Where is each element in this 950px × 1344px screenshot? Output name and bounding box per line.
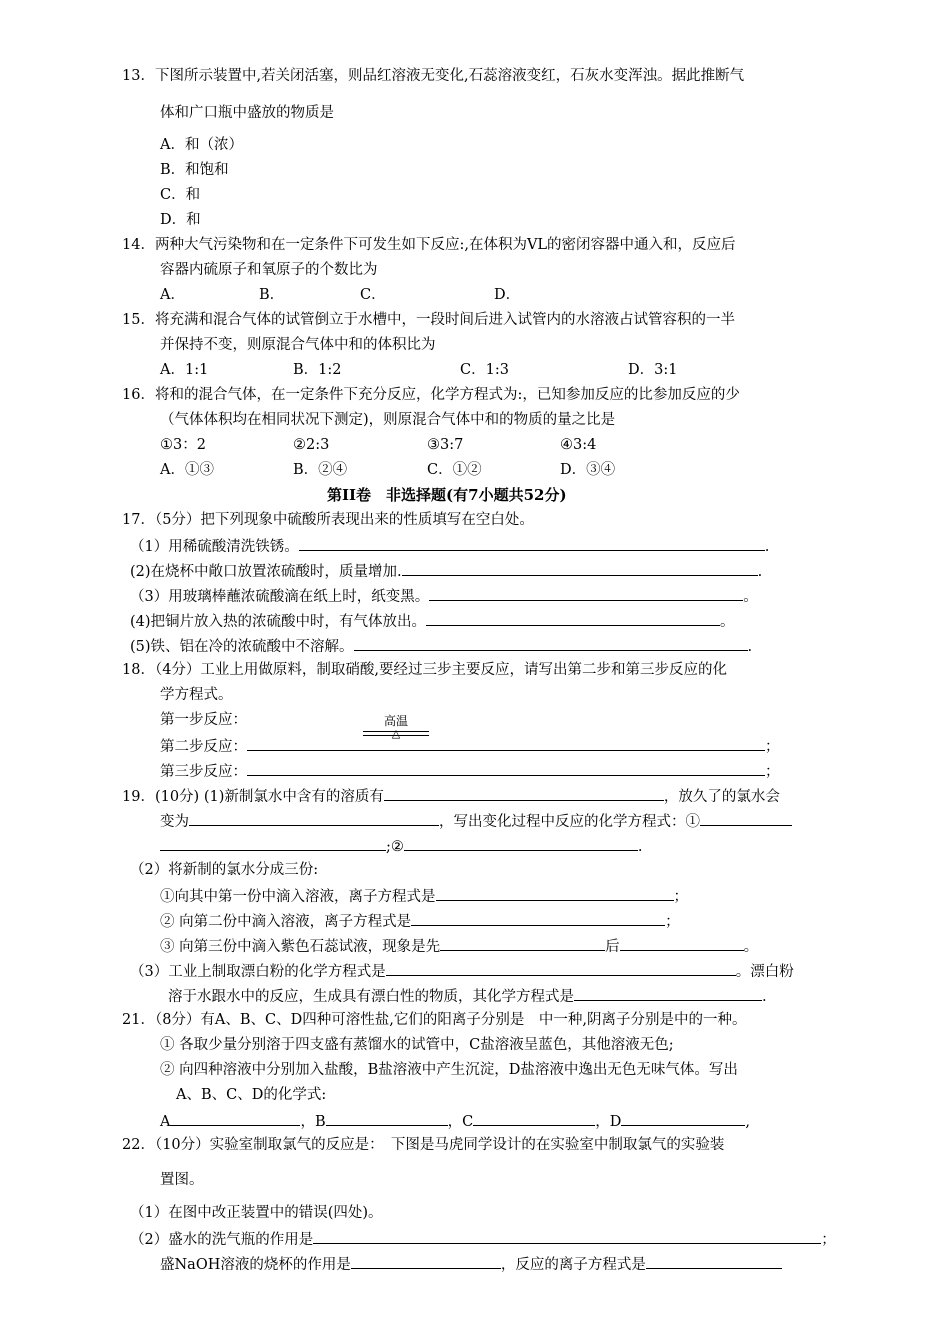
q22-part2-text: （2）盛水的洗气瓶的作用是 — [130, 1232, 314, 1248]
q16-ratio-2: ②2:3 — [293, 437, 330, 453]
q19-line1-tail: ，放久了的氯水会 — [663, 789, 780, 805]
q13-stem-line1: 13．下图所示装置中,若关闭活塞，则品红溶液无变化,石蕊溶液变红，石灰水变浑浊。据此推断气 — [122, 68, 745, 84]
q19-item2-blank[interactable] — [411, 910, 665, 926]
q13-stem-line2: 体和广口瓶中盛放的物质是 — [160, 105, 334, 121]
q17-part5-blank[interactable] — [354, 635, 748, 651]
q17-part4-blank[interactable] — [426, 610, 720, 626]
q18-step2 — [160, 735, 780, 757]
q22-stem-line2: 置图。 — [160, 1172, 204, 1188]
q22-washer-blank[interactable] — [313, 1228, 821, 1244]
q15-option-c: C．1:3 — [460, 362, 509, 378]
q18-step2-end: ； — [765, 739, 780, 755]
q22-stem-line1: 22．（10分）实验室制取氯气的反应是： 下图是马虎同学设计的在实验室中制取氯气的实验装 — [122, 1137, 725, 1153]
q21-blank-c[interactable] — [473, 1110, 595, 1126]
q19-line1-text: 19．(10分) (1)新制氯水中含有的溶质有 — [122, 789, 384, 805]
q15-option-d: D．3:1 — [628, 362, 678, 378]
q18-step3-blank[interactable] — [247, 760, 765, 776]
q19-eq2-blank[interactable] — [404, 835, 638, 851]
q19-item3-mid: 后 — [605, 939, 620, 955]
q19-line2-text: 变为 — [160, 814, 189, 830]
q17-part4-text: (4)把铜片放入热的浓硫酸中时，有气体放出。 — [130, 614, 427, 630]
q22-part2-line2 — [160, 1253, 782, 1275]
condition-high-temp-label: 高温 — [383, 714, 408, 728]
q21-blank-a[interactable] — [170, 1110, 300, 1126]
q17-part1-end: . — [764, 539, 770, 555]
q17-part1 — [130, 535, 769, 557]
q19-item2-end: ； — [665, 914, 680, 930]
q19-bleach-reaction-blank[interactable] — [574, 985, 762, 1001]
q17-part4-end: 。 — [720, 614, 735, 630]
q17-part5 — [130, 635, 752, 657]
q18-stem-line2: 学方程式。 — [160, 687, 233, 703]
q19-item3-blank2[interactable] — [620, 935, 744, 951]
q21-label-c: ，C — [447, 1114, 474, 1130]
q17-part3-text: （3）用玻璃棒蘸浓硫酸滴在纸上时，纸变黑。 — [130, 589, 430, 605]
q16-ratio-1: ①3：2 — [160, 437, 206, 453]
q17-part4 — [130, 610, 735, 632]
q21-label-b: ，B — [300, 1114, 326, 1130]
q19-part3-line2 — [168, 985, 767, 1007]
q19-part3 — [130, 960, 794, 982]
q21-step1: ① 各取少量分别溶于四支盛有蒸馏水的试管中，C盐溶液呈蓝色，其他溶液无色; — [160, 1037, 674, 1053]
q15-stem-line2: 并保持不变，则原混合气体中和的体积比为 — [160, 337, 436, 353]
q17-part1-blank[interactable] — [299, 535, 765, 551]
q19-item1 — [160, 885, 688, 907]
q22-beaker-blank[interactable] — [351, 1253, 501, 1269]
q22-part2-end: ； — [821, 1232, 836, 1248]
q16-stem-line1: 16．将和的混合气体，在一定条件下充分反应，化学方程式为:，已知参加反应的比参加反应的少 — [122, 387, 740, 403]
q19-item2-text: ② 向第二份中滴入溶液，离子方程式是 — [160, 914, 412, 930]
q17-part5-end: . — [747, 639, 753, 655]
q19-part3-tail: 。漂白粉 — [735, 964, 794, 980]
q21-blank-b[interactable] — [326, 1110, 448, 1126]
q22-part2 — [130, 1228, 836, 1250]
q18-step2-blank[interactable] — [247, 735, 765, 751]
q19-part2: （2）将新制的氯水分成三份: — [130, 862, 319, 878]
q18-step3-label: 第三步反应： — [160, 764, 247, 780]
heat-triangle-icon: △ — [391, 727, 401, 740]
q15-stem-line1: 15．将充满和混合气体的试管倒立于水槽中，一段时间后进入试管内的水溶液占试管容积的一半 — [122, 312, 735, 328]
q17-part2 — [130, 560, 762, 582]
q21-blank-d[interactable] — [621, 1110, 745, 1126]
q14-option-c: C． — [360, 287, 386, 303]
q17-stem: 17．（5分）把下列现象中硫酸所表现出来的性质填写在空白处。 — [122, 512, 534, 528]
q13-option-b: B．和饱和 — [160, 162, 229, 178]
q17-part3-blank[interactable] — [429, 585, 743, 601]
q19-line3-text: ;② — [386, 839, 404, 855]
q18-step1-label: 第一步反应： — [160, 712, 247, 728]
q19-item3-end: 。 — [743, 939, 759, 955]
q19-item1-end: ； — [673, 889, 688, 905]
q21-step2-line2: A、B、C、D的化学式: — [176, 1087, 327, 1103]
q17-part1-text: （1）用稀硫酸清洗铁锈。 — [130, 539, 299, 555]
q19-item2 — [160, 910, 680, 932]
q19-item3 — [160, 935, 758, 957]
q19-eq1-blank-start[interactable] — [700, 810, 792, 826]
q22-ionic-blank[interactable] — [646, 1253, 782, 1269]
q19-solutes-blank[interactable] — [384, 785, 664, 801]
q15-option-a: A．1:1 — [160, 362, 209, 378]
q17-part3 — [130, 585, 758, 607]
q19-part3-text: （3）工业上制取漂白粉的化学方程式是 — [130, 964, 386, 980]
q16-stem-line2: （气体体积均在相同状况下测定)，则原混合气体中和的物质的量之比是 — [160, 412, 616, 428]
q19-line1 — [122, 785, 780, 807]
q19-item1-text: ①向其中第一份中滴入溶液，离子方程式是 — [160, 889, 436, 905]
q17-part5-text: (5)铁、铝在冷的浓硫酸中不溶解。 — [130, 639, 354, 655]
q13-option-c: C．和 — [160, 187, 201, 203]
q18-step3 — [160, 760, 780, 782]
q17-part2-text: (2)在烧杯中敞口放置浓硫酸时，质量增加. — [130, 564, 402, 580]
section-title: 第II卷 非选择题(有7小题共52分) — [327, 486, 567, 504]
q19-bleach-eq-blank[interactable] — [386, 960, 736, 976]
q13-option-d: D．和 — [160, 212, 201, 228]
q19-item3-blank1[interactable] — [440, 935, 605, 951]
q21-step2-line1: ② 向四种溶液中分别加入盐酸，B盐溶液中产生沉淀，D盐溶液中逸出无色无味气体。写出 — [160, 1062, 738, 1078]
q19-part3-end: . — [762, 989, 767, 1005]
q14-option-a: A． — [160, 287, 185, 303]
q21-label-d: ，D — [595, 1114, 622, 1130]
q17-part2-end: . — [757, 564, 763, 580]
q19-item1-blank[interactable] — [436, 885, 674, 901]
q19-line2 — [160, 810, 792, 832]
q18-step3-end: ； — [765, 764, 780, 780]
q17-part3-end: 。 — [743, 589, 758, 605]
q21-answers — [160, 1110, 750, 1132]
q21-stem: 21．（8分）有A、B、C、D四种可溶性盐,它们的阳离子分别是 中一种,阴离子分别是中的一种。 — [122, 1012, 747, 1028]
q14-stem-line1: 14．两种大气污染物和在一定条件下可发生如下反应:,在体积为VL的密闭容器中通入和，反应后 — [122, 237, 736, 253]
q16-ratio-3: ③3:7 — [427, 437, 464, 453]
q15-option-b: B．1:2 — [293, 362, 342, 378]
q22-ionic-text: ，反应的离子方程式是 — [500, 1257, 646, 1273]
q16-option-b: B．②④ — [293, 462, 348, 478]
q19-line3 — [160, 835, 643, 857]
q19-line2-tail: ，写出变化过程中反应的化学方程式：① — [439, 814, 700, 830]
q19-line3-end: . — [637, 839, 643, 855]
q17-part2-blank[interactable] — [402, 560, 758, 576]
q14-stem-line2: 容器内硫原子和氧原子的个数比为 — [160, 262, 378, 278]
q16-option-d: D．③④ — [560, 462, 616, 478]
q22-beaker-text: 盛NaOH溶液的烧杯的作用是 — [160, 1257, 351, 1273]
q19-item3-text: ③ 向第三份中滴入紫色石蕊试液，现象是先 — [160, 939, 441, 955]
q16-option-a: A．①③ — [160, 462, 214, 478]
q19-eq1-blank-end[interactable] — [160, 835, 386, 851]
q18-stem-line1: 18．（4分）工业上用做原料，制取硝酸,要经过三步主要反应，请写出第二步和第三步反应的化 — [122, 662, 728, 678]
q13-option-a: A．和（浓） — [160, 137, 243, 153]
q14-option-b: B． — [259, 287, 285, 303]
q22-part1: （1）在图中改正装置中的错误(四处)。 — [130, 1205, 383, 1221]
q21-tail: , — [745, 1114, 750, 1130]
q16-ratio-4: ④3:4 — [560, 437, 597, 453]
q21-label-a: A — [160, 1114, 171, 1130]
q19-part3-line2-text: 溶于水跟水中的反应，生成具有漂白性的物质，其化学方程式是 — [168, 989, 574, 1005]
q16-option-c: C．①② — [427, 462, 482, 478]
q19-becomes-blank[interactable] — [189, 810, 439, 826]
q18-step2-label: 第二步反应： — [160, 739, 247, 755]
q14-option-d: D． — [494, 287, 521, 303]
